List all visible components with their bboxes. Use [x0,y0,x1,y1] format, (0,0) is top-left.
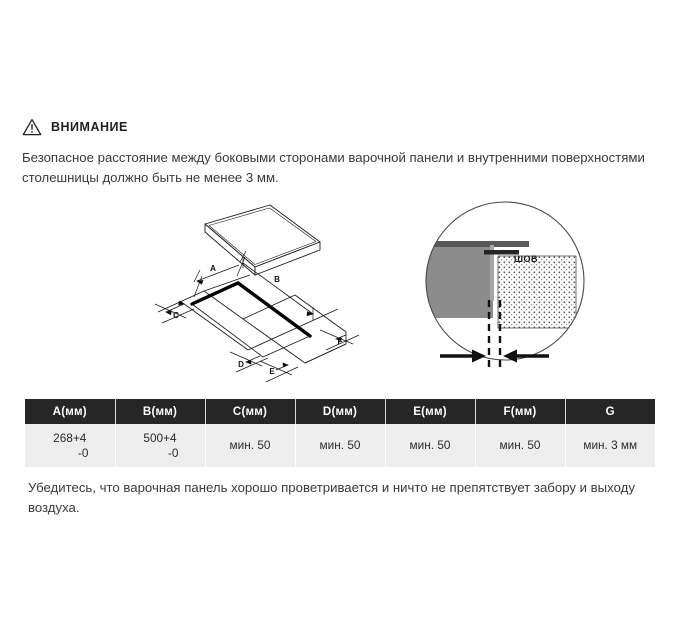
table-cell-c: мин. 50 [205,424,295,467]
table-header-b: B(мм) [115,399,205,424]
value-a-nominal: 268+4 [53,430,87,445]
value-b-tolerance: -0 [168,445,179,460]
warning-text: Безопасное расстояние между боковыми сторонами варочной панели и внутренними поверхностями столешницы должно быть не менее 3 мм. [22,150,645,186]
table-header-f: F(мм) [475,399,565,424]
dim-label-a: A [210,264,216,273]
seam-label: ШОВ [513,254,539,264]
dim-label-e: E [269,367,275,376]
table-cell-a [25,424,115,467]
hob-cutout-isometric-diagram [150,196,365,396]
table-row [25,424,655,467]
table-header-g: G [565,399,655,424]
value-a-tolerance: -0 [78,445,89,460]
table-header-a: A(мм) [25,399,115,424]
warning-triangle-icon [22,118,42,136]
table-header-c: C(мм) [205,399,295,424]
seam-detail-circle-diagram [408,196,603,393]
table-cell-f: мин. 50 [475,424,565,467]
table-header-row [25,399,655,424]
warning-heading [22,118,128,136]
table-cell-e: мин. 50 [385,424,475,467]
dim-label-f: F [337,337,343,346]
dim-label-b: B [274,275,280,284]
diagram-area [0,196,680,391]
table-header-e: E(мм) [385,399,475,424]
table-cell-b [115,424,205,467]
dim-label-d: D [238,360,244,369]
table-header-d: D(мм) [295,399,385,424]
table-cell-d: мин. 50 [295,424,385,467]
dim-label-c: C [173,311,179,320]
ventilation-note: Убедитесь, что варочная панель хорошо проветривается и ничто не препятствует забору и выходу воздуха. [28,480,635,516]
warning-title: ВНИМАНИЕ [51,119,128,134]
value-b-nominal: 500+4 [143,430,177,445]
dimensions-table [25,399,655,467]
table-cell-g: мин. 3 мм [565,424,655,467]
